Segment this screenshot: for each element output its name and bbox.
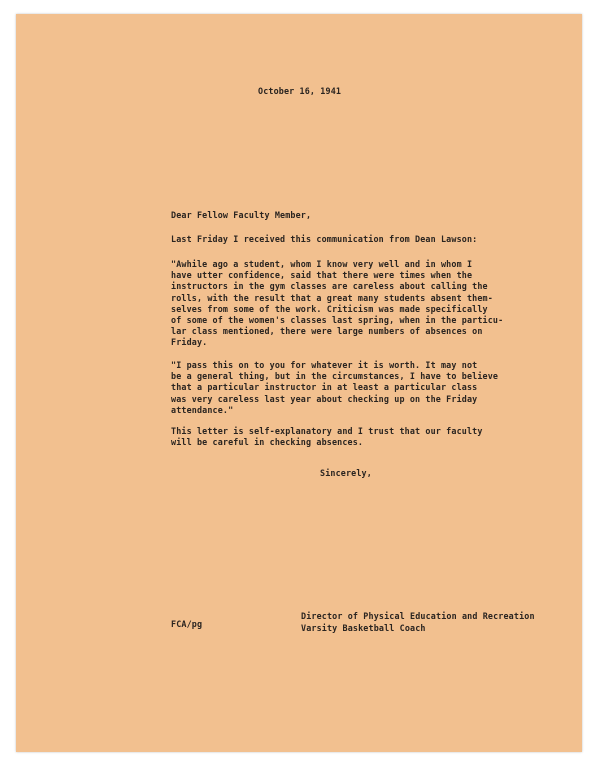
quote-paragraph-2 [171,360,498,416]
text-line: rolls, with the result that a great many students absent them- [171,292,493,303]
body-paragraph [171,426,483,448]
salutation: Dear Fellow Faculty Member, [171,210,312,220]
text-line: "I pass this on to you for whatever it is worth. It may not [171,360,478,370]
typist-initials: FCA/pg [171,619,203,629]
text-line: be a general thing, but in the circumstances, I have to believe [171,371,499,382]
letter-date: October 16, 1941 [258,86,342,96]
text-line: lar class mentioned, there were large numbers of absences on [171,326,483,337]
text-line: instructors in the gym classes are careless about calling the [171,281,488,292]
text-line: selves from some of the work. Criticism was made specifically [171,303,488,314]
text-line: was very careless last year about checking up on the Friday [171,393,478,404]
text-line: attendance." [171,404,234,415]
closing: Sincerely, [320,468,372,478]
letter-page [16,14,582,752]
text-line: Friday. [171,337,208,348]
signature-subtitle: Varsity Basketball Coach [301,623,426,633]
text-line: that a particular instructor in at least a particular class [171,382,478,393]
text-line: "Awhile ago a student, whom I know very well and in whom I [171,259,473,269]
quote-paragraph-1 [171,259,503,349]
text-line: of some of the women's classes last spring, when in the particu- [171,315,504,326]
text-line: will be careful in checking absences. [171,437,364,448]
intro-line: Last Friday I received this communication from Dean Lawson: [171,234,478,244]
text-line: This letter is self-explanatory and I trust that our faculty [171,426,483,436]
signature-title: Director of Physical Education and Recreation [301,611,535,621]
text-line: have utter confidence, said that there were times when the [171,270,473,281]
